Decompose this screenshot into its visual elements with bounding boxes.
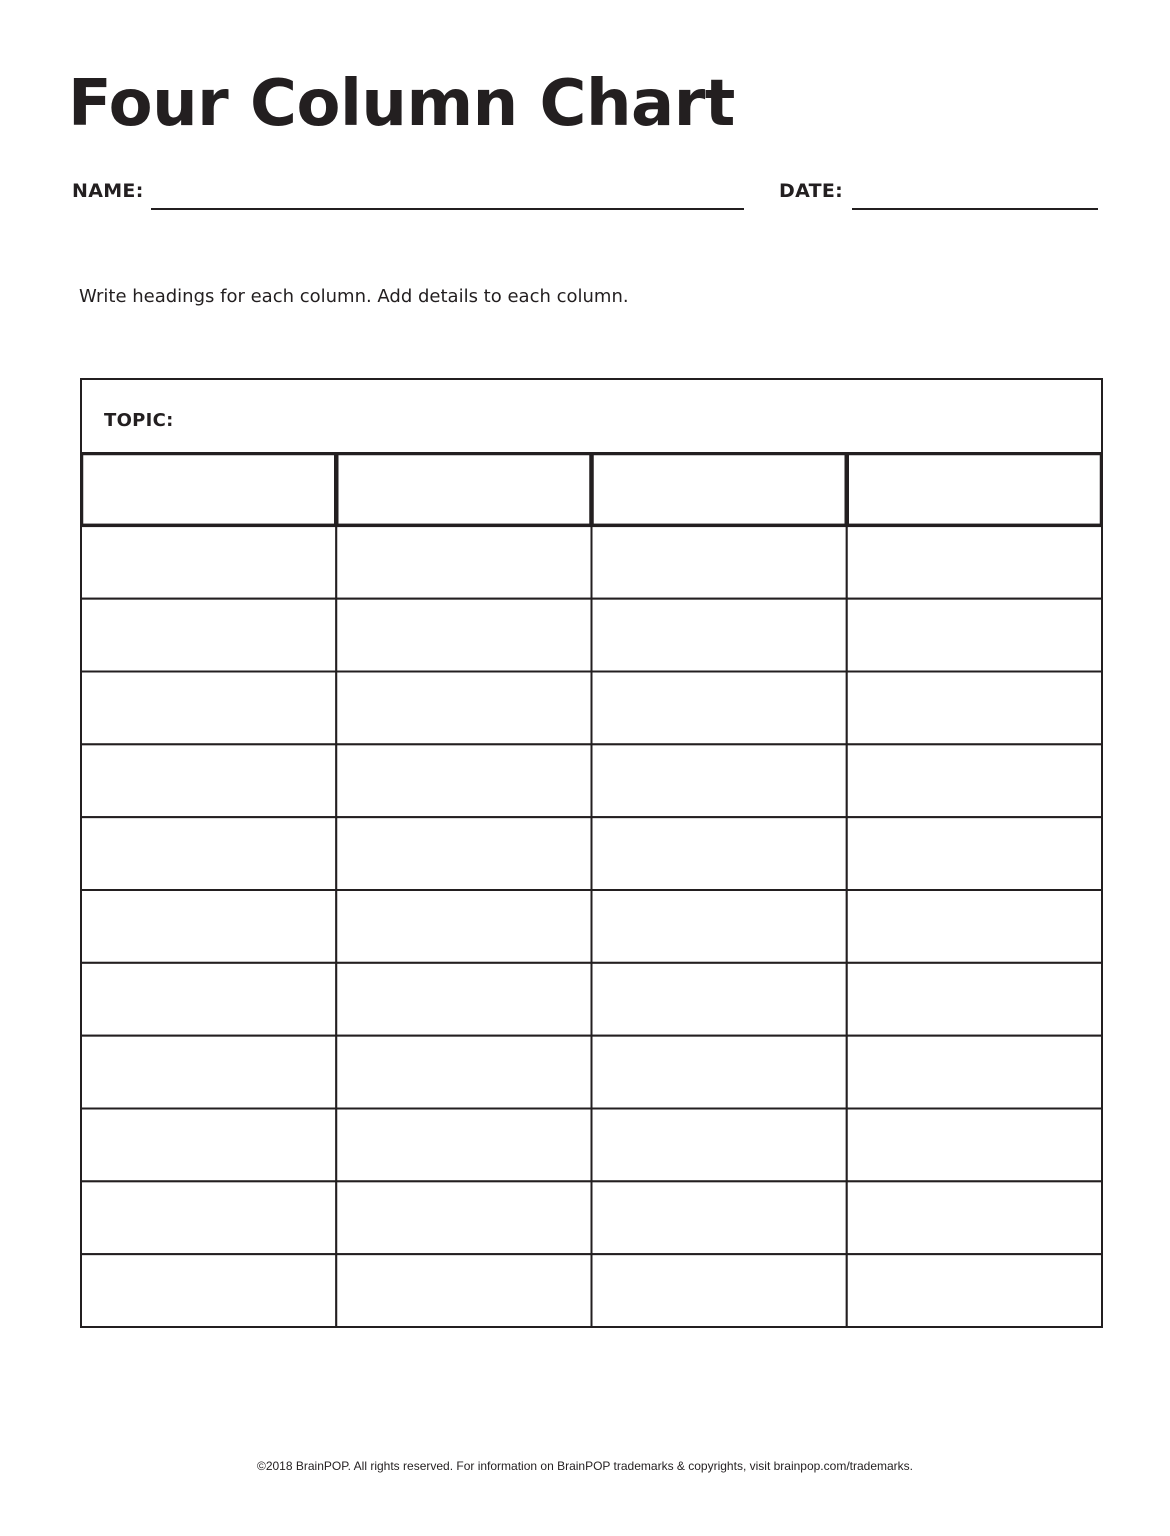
detail-cell[interactable] (592, 526, 847, 599)
detail-cell[interactable] (81, 672, 336, 745)
detail-cell[interactable] (336, 599, 591, 672)
detail-cell[interactable] (81, 1254, 336, 1327)
detail-cell[interactable] (847, 890, 1102, 963)
detail-cell[interactable] (847, 599, 1102, 672)
detail-cell[interactable] (81, 599, 336, 672)
detail-cell[interactable] (592, 744, 847, 817)
detail-cell[interactable] (81, 890, 336, 963)
detail-cell[interactable] (592, 1254, 847, 1327)
detail-cell[interactable] (592, 963, 847, 1036)
detail-cell[interactable] (592, 1109, 847, 1182)
instructions: Write headings for each column. Add details to each column. (79, 286, 629, 307)
detail-cell[interactable] (336, 1254, 591, 1327)
detail-cell[interactable] (81, 744, 336, 817)
detail-cell[interactable] (847, 1181, 1102, 1254)
detail-cell[interactable] (592, 1181, 847, 1254)
detail-cell[interactable] (847, 526, 1102, 599)
chart-grid (80, 452, 1103, 1328)
name-line[interactable] (151, 208, 744, 210)
detail-cell[interactable] (336, 1036, 591, 1109)
detail-cell[interactable] (81, 817, 336, 890)
column-heading-cell[interactable] (592, 454, 846, 526)
detail-cell[interactable] (336, 1181, 591, 1254)
detail-cell[interactable] (336, 744, 591, 817)
detail-cell[interactable] (81, 1181, 336, 1254)
detail-cell[interactable] (336, 890, 591, 963)
detail-cell[interactable] (81, 1036, 336, 1109)
column-heading-cell[interactable] (337, 454, 591, 526)
detail-cell[interactable] (336, 672, 591, 745)
detail-cell[interactable] (847, 672, 1102, 745)
detail-cell[interactable] (336, 817, 591, 890)
detail-cell[interactable] (592, 817, 847, 890)
detail-cell[interactable] (592, 672, 847, 745)
detail-cell[interactable] (847, 744, 1102, 817)
detail-cell[interactable] (847, 817, 1102, 890)
detail-cell[interactable] (847, 1109, 1102, 1182)
chart-grid-lines (80, 452, 1103, 1328)
detail-cell[interactable] (592, 1036, 847, 1109)
detail-cell[interactable] (336, 963, 591, 1036)
detail-cell[interactable] (81, 526, 336, 599)
column-heading-cell[interactable] (847, 454, 1101, 526)
detail-cell[interactable] (592, 890, 847, 963)
detail-cell[interactable] (847, 963, 1102, 1036)
date-label: DATE: (779, 180, 844, 202)
page-title: Four Column Chart (68, 67, 735, 141)
detail-cell[interactable] (847, 1036, 1102, 1109)
four-column-chart (80, 378, 1103, 1328)
detail-cell[interactable] (336, 526, 591, 599)
topic-label: TOPIC: (104, 410, 174, 431)
copyright-footer: ©2018 BrainPOP. All rights reserved. For information on BrainPOP trademarks & copyrights, visit brainpop.com/trademarks. (256, 1459, 913, 1473)
detail-cell[interactable] (81, 963, 336, 1036)
column-heading-cell[interactable] (82, 454, 336, 526)
topic-row[interactable] (80, 378, 1103, 452)
detail-cell[interactable] (336, 1109, 591, 1182)
date-line[interactable] (852, 208, 1098, 210)
detail-cell[interactable] (592, 599, 847, 672)
detail-cell[interactable] (81, 1109, 336, 1182)
name-label: NAME: (72, 180, 144, 202)
detail-cell[interactable] (847, 1254, 1102, 1327)
